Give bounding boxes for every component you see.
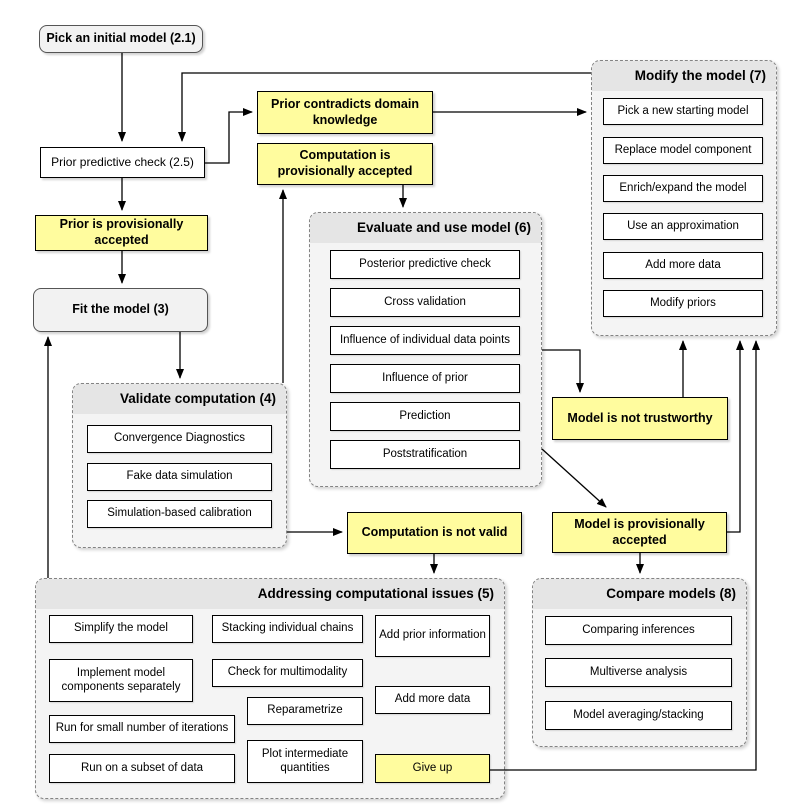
item-pick-new-starting-model: Pick a new starting model [603, 98, 763, 125]
item-modify-priors: Modify priors [603, 290, 763, 317]
arrow-model-accepted-to-modify [727, 341, 740, 532]
item-stacking-individual-chains: Stacking individual chains [212, 615, 363, 643]
node-prior-contradicts-domain-knowledge: Prior contradicts domain knowledge [257, 91, 433, 134]
node-pick-initial-model: Pick an initial model (2.1) [39, 25, 203, 53]
item-multiverse-analysis: Multiverse analysis [545, 658, 732, 687]
arrow-evaluate-to-model-accepted [542, 449, 606, 507]
item-use-an-approximation: Use an approximation [603, 213, 763, 240]
panel-title-addressing-computational-issues: Addressing computational issues (5) [257, 586, 494, 601]
item-simplify-the-model: Simplify the model [49, 615, 193, 643]
panel-title-validate-computation: Validate computation (4) [119, 391, 276, 406]
node-model-is-not-trustworthy: Model is not trustworthy [552, 397, 728, 440]
node-prior-provisionally-accepted: Prior is provisionally accepted [35, 215, 208, 251]
arrow-evaluate-to-not-trustworthy [542, 350, 580, 392]
item-fake-data-simulation: Fake data simulation [87, 463, 272, 491]
item-add-more-data-addressing: Add more data [375, 686, 490, 714]
node-computation-provisionally-accepted: Computation is provisionally accepted [257, 143, 433, 185]
item-influence-individual-data-points: Influence of individual data points [330, 326, 520, 355]
arrow-prior-check-to-prior-contradicts [205, 112, 252, 163]
item-simulation-based-calibration: Simulation-based calibration [87, 500, 272, 528]
item-comparing-inferences: Comparing inferences [545, 616, 732, 645]
item-implement-model-components-separately: Implement model components separately [49, 659, 193, 702]
item-add-prior-information: Add prior information [375, 615, 490, 657]
item-prediction: Prediction [330, 402, 520, 431]
node-model-provisionally-accepted: Model is provisionally accepted [552, 512, 727, 553]
node-prior-predictive-check: Prior predictive check (2.5) [40, 147, 205, 178]
item-check-for-multimodality: Check for multimodality [212, 659, 363, 687]
item-give-up: Give up [375, 754, 490, 783]
item-cross-validation: Cross validation [330, 288, 520, 317]
item-model-averaging-stacking: Model averaging/stacking [545, 701, 732, 730]
item-plot-intermediate-quantities: Plot intermediate quantities [247, 740, 363, 783]
panel-title-compare-models: Compare models (8) [606, 586, 736, 601]
item-run-on-subset-of-data: Run on a subset of data [49, 754, 235, 783]
panel-title-evaluate-and-use-model: Evaluate and use model (6) [356, 220, 531, 235]
item-run-small-number-iterations: Run for small number of iterations [49, 715, 235, 743]
item-replace-model-component: Replace model component [603, 137, 763, 164]
item-enrich-expand-model: Enrich/expand the model [603, 175, 763, 202]
node-computation-is-not-valid: Computation is not valid [347, 512, 522, 554]
item-influence-of-prior: Influence of prior [330, 364, 520, 393]
item-convergence-diagnostics: Convergence Diagnostics [87, 425, 272, 453]
node-fit-the-model: Fit the model (3) [33, 288, 208, 332]
item-poststratification: Poststratification [330, 440, 520, 469]
panel-title-modify-the-model: Modify the model (7) [634, 68, 766, 83]
item-reparametrize: Reparametrize [247, 697, 363, 725]
item-posterior-predictive-check: Posterior predictive check [330, 250, 520, 279]
item-add-more-data-modify: Add more data [603, 252, 763, 279]
